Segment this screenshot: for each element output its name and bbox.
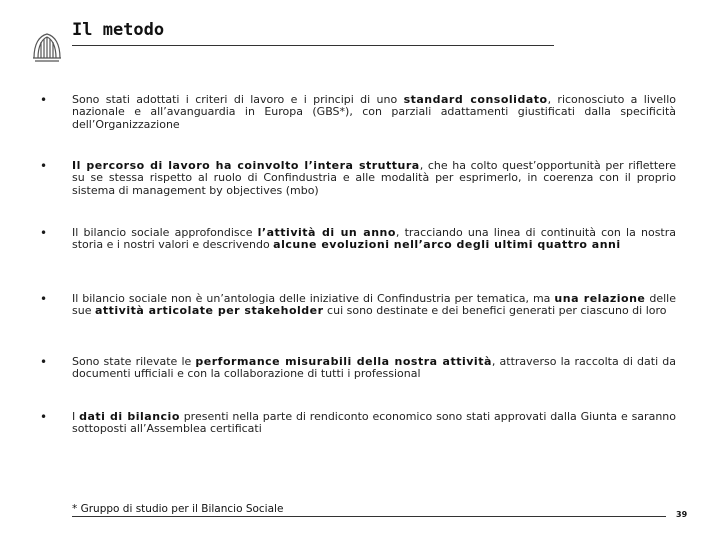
bullet-item [40, 94, 676, 131]
bullet-dot: • [40, 410, 48, 424]
bullet-item [40, 227, 676, 252]
text-segment: Sono state rilevate le [72, 355, 196, 368]
bullet-dot: • [40, 159, 48, 173]
bullet-item [40, 160, 676, 197]
page-title: Il metodo [72, 20, 165, 40]
confindustria-logo-icon [30, 30, 64, 64]
text-segment: delle sue [72, 292, 677, 318]
bullet-item [40, 293, 676, 318]
bullet-dot: • [40, 292, 48, 306]
bold-segment: dati di bilancio [79, 410, 180, 423]
text-segment: , attraverso la raccolta di dati da documenti ufficiali e con la collaborazione di tutti i professional [72, 355, 677, 381]
bold-segment: alcune evoluzioni nell’arco degli ultimi quattro anni [273, 238, 621, 252]
text-segment: cui sono destinate e dei benefici generati per ciascuno di loro [323, 304, 667, 318]
footer-divider [72, 516, 666, 517]
bullet-text [72, 293, 676, 318]
title-divider [72, 45, 554, 46]
bullet-dot: • [40, 226, 48, 240]
text-segment: , riconosciuto a livello nazionale e all’avanguardia in Europa (GBS*), con parziali adattamenti giustificati dalla specificità dell’Organizzazione [72, 93, 676, 131]
text-segment: Il bilancio sociale non è un’antologia delle iniziative di Confindustria per tematica, ma [72, 292, 555, 305]
page-number: 39 [676, 510, 688, 519]
bold-segment: performance misurabili della nostra attività [195, 355, 492, 368]
bold-segment: attività articolate per stakeholder [94, 304, 324, 318]
bold-segment: standard consolidato [403, 93, 548, 106]
text-segment: Il bilancio sociale approfondisce [72, 226, 258, 239]
bullet-item [40, 411, 676, 436]
bullet-dot: • [40, 355, 48, 369]
text-segment: I [72, 410, 80, 423]
bullet-text [72, 356, 676, 381]
bullet-text [72, 227, 676, 252]
text-segment: Sono stati adottati i criteri di lavoro e i principi di uno [72, 93, 404, 106]
bullet-item [40, 356, 676, 381]
bold-segment: l’attività di un anno [257, 226, 396, 239]
bullet-dot: • [40, 93, 48, 107]
text-segment: , tracciando una linea di continuità con la nostra storia e i nostri valori e descrivendo [72, 226, 677, 252]
bullet-text [72, 160, 676, 197]
bullet-text [72, 94, 676, 131]
bold-segment: una relazione [554, 292, 646, 305]
text-segment: presenti nella parte di rendiconto economico sono stati approvati dalla Giunta e saranno sottoposti all’Assemblea certificati [72, 410, 676, 436]
footnote: * Gruppo di studio per il Bilancio Sociale [72, 503, 284, 515]
bullet-text [72, 411, 676, 436]
text-segment: , che ha colto quest’opportunità per riflettere su se stessa rispetto al ruolo di Confindustria e alle modalità per esprimerlo, in coerenza con il proprio sistema di management by objectives (mbo) [72, 159, 676, 197]
bold-segment: Il percorso di lavoro ha coinvolto l’intera struttura [72, 159, 420, 172]
